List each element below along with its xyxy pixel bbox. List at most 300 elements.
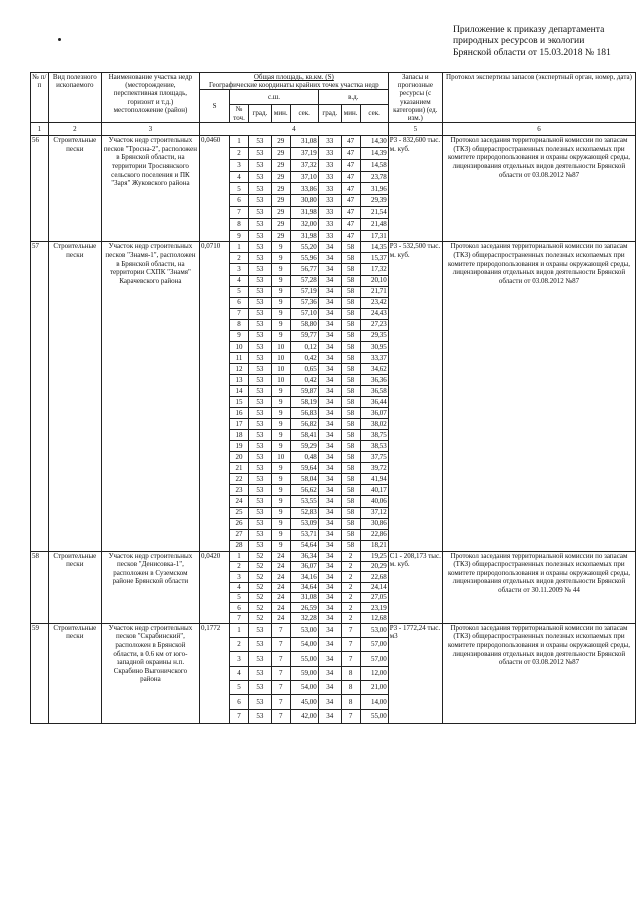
coord-lat-deg: 53: [248, 207, 271, 219]
coord-lat-min: 9: [271, 496, 290, 507]
coord-lon-min: 7: [341, 623, 360, 637]
coord-lon-sec: 55,00: [360, 709, 388, 723]
coord-point-num: 8: [230, 319, 249, 330]
coord-lat-min: 9: [271, 386, 290, 397]
coord-lat-min: 24: [271, 603, 290, 613]
coord-lon-deg: 33: [318, 207, 341, 219]
coord-lon-min: 58: [341, 463, 360, 474]
register-table: [30, 72, 636, 724]
protocol-text: Протокол заседания территориальной комиссии по запасам (ТКЗ) общераспространенных полезных ископаемых при комитете природопользования и охраны окружающей среды, лицензирования отдельных видов деятельности Брянской области от 03.08.2012 №87: [442, 623, 635, 723]
coord-lat-deg: 53: [248, 218, 271, 230]
colnum-3: 3: [101, 123, 199, 136]
coord-lon-sec: 24,14: [360, 582, 388, 592]
coord-lat-min: 29: [271, 136, 290, 148]
coord-point-num: 6: [230, 195, 249, 207]
coord-lat-deg: 53: [248, 397, 271, 408]
coord-lon-min: 58: [341, 474, 360, 485]
coord-lon-sec: 29,39: [360, 195, 388, 207]
coord-lon-sec: 12,00: [360, 666, 388, 680]
coord-point-num: 6: [230, 695, 249, 709]
reserves-value: Р3 - 832,600 тыс. м. куб.: [388, 136, 442, 242]
coord-lat-deg: 53: [248, 330, 271, 341]
coord-lat-deg: 53: [248, 496, 271, 507]
coord-lat-sec: 53,71: [290, 529, 318, 540]
coord-lat-min: 7: [271, 666, 290, 680]
coord-point-num: 25: [230, 507, 249, 518]
coord-lat-deg: 53: [248, 623, 271, 637]
coord-lat-sec: 59,64: [290, 463, 318, 474]
col-header-lon-deg: град.: [318, 105, 341, 123]
coord-lon-deg: 34: [318, 430, 341, 441]
coord-lat-min: 10: [271, 374, 290, 385]
coord-lat-min: 7: [271, 680, 290, 694]
coord-point-num: 1: [230, 623, 249, 637]
coord-lon-deg: 34: [318, 485, 341, 496]
coord-lat-deg: 52: [248, 551, 271, 561]
record-number: 57: [31, 242, 49, 551]
coord-lat-sec: 31,98: [290, 230, 318, 242]
coord-lon-min: 2: [341, 551, 360, 561]
coord-lon-sec: 21,00: [360, 680, 388, 694]
coord-lat-sec: 53,09: [290, 518, 318, 529]
coord-lat-min: 9: [271, 397, 290, 408]
site-name: Участок недр строительных песков "Скрабинский", расположен в Брянской области, в 0.6 км от юго-западной окраины н.п. Скрабино Выгоничского района: [101, 623, 199, 723]
coord-lon-sec: 19,25: [360, 551, 388, 561]
reserves-value: Р3 - 532,500 тыс. м. куб.: [388, 242, 442, 551]
coord-lon-min: 58: [341, 275, 360, 286]
coord-point-num: 2: [230, 562, 249, 572]
coord-lat-sec: 31,08: [290, 592, 318, 602]
coord-lat-min: 24: [271, 592, 290, 602]
coord-lon-min: 47: [341, 207, 360, 219]
coord-lon-min: 2: [341, 582, 360, 592]
protocol-text: Протокол заседания территориальной комиссии по запасам (ТКЗ) общераспространенных полезных ископаемых при комитете природопользования и охраны окружающей среды, лицензирования отдельных видов деятельности Брянской области от 30.11.2009 № 44: [442, 551, 635, 623]
coord-point-num: 3: [230, 264, 249, 275]
col-header-lon: в.д.: [318, 90, 388, 105]
coord-lon-sec: 15,37: [360, 253, 388, 264]
coord-lon-sec: 24,43: [360, 308, 388, 319]
coord-lat-deg: 53: [248, 430, 271, 441]
protocol-text: Протокол заседания территориальной комиссии по запасам (ТКЗ) общераспространенных полезных ископаемых при комитете природопользования и охраны окружающей среды, лицензирования отдельных видов деятельности Брянской области от 03.08.2012 №87: [442, 136, 635, 242]
coord-lon-deg: 34: [318, 408, 341, 419]
coord-lon-min: 58: [341, 441, 360, 452]
coord-lat-min: 29: [271, 171, 290, 183]
coord-lat-sec: 56,82: [290, 419, 318, 430]
coord-lon-sec: 14,39: [360, 148, 388, 160]
coord-point-num: 21: [230, 463, 249, 474]
coord-lat-min: 29: [271, 159, 290, 171]
coord-lon-min: 47: [341, 171, 360, 183]
coord-lon-deg: 33: [318, 171, 341, 183]
coord-point-num: 16: [230, 408, 249, 419]
coord-lat-deg: 53: [248, 148, 271, 160]
coord-lat-sec: 56,77: [290, 264, 318, 275]
coord-lon-deg: 34: [318, 695, 341, 709]
coord-lon-sec: 22,68: [360, 572, 388, 582]
coord-lon-sec: 17,31: [360, 230, 388, 242]
coord-point-num: 12: [230, 363, 249, 374]
coord-lon-min: 47: [341, 183, 360, 195]
coord-lon-sec: 57,00: [360, 638, 388, 652]
coord-point-num: 2: [230, 148, 249, 160]
coord-lat-sec: 54,00: [290, 638, 318, 652]
coord-lon-min: 58: [341, 363, 360, 374]
coord-point-num: 5: [230, 680, 249, 694]
coord-lat-min: 9: [271, 286, 290, 297]
coord-lon-min: 58: [341, 496, 360, 507]
col-header-lon-min: мин.: [341, 105, 360, 123]
coord-lat-sec: 45,00: [290, 695, 318, 709]
coord-lon-deg: 34: [318, 374, 341, 385]
scan-mark: [58, 38, 61, 41]
table-row: [31, 623, 636, 637]
coord-lat-sec: 53,55: [290, 496, 318, 507]
coord-lat-deg: 52: [248, 582, 271, 592]
coord-lon-min: 2: [341, 613, 360, 623]
coord-lat-sec: 30,80: [290, 195, 318, 207]
coord-lon-sec: 14,58: [360, 159, 388, 171]
coord-point-num: 6: [230, 297, 249, 308]
coord-point-num: 14: [230, 386, 249, 397]
coord-lat-deg: 53: [248, 341, 271, 352]
coord-lon-sec: 23,42: [360, 297, 388, 308]
coord-lat-deg: 53: [248, 195, 271, 207]
col-header-lat-deg: град.: [248, 105, 271, 123]
coord-lon-deg: 34: [318, 680, 341, 694]
coord-lon-min: 58: [341, 430, 360, 441]
coord-lon-min: 8: [341, 695, 360, 709]
coord-lon-deg: 34: [318, 507, 341, 518]
coord-lat-sec: 55,00: [290, 652, 318, 666]
coord-point-num: 3: [230, 159, 249, 171]
coord-lat-deg: 53: [248, 386, 271, 397]
coord-lon-deg: 34: [318, 242, 341, 253]
coord-point-num: 5: [230, 183, 249, 195]
coord-point-num: 17: [230, 419, 249, 430]
coord-lon-deg: 34: [318, 518, 341, 529]
coord-lat-deg: 53: [248, 652, 271, 666]
coord-lat-sec: 58,80: [290, 319, 318, 330]
coord-lat-deg: 53: [248, 297, 271, 308]
coord-lon-sec: 38,02: [360, 419, 388, 430]
coord-lat-sec: 57,19: [290, 286, 318, 297]
coord-lat-sec: 33,86: [290, 183, 318, 195]
column-number-row: [31, 123, 636, 136]
coord-lat-deg: 53: [248, 419, 271, 430]
coord-lat-deg: 53: [248, 507, 271, 518]
coord-lat-min: 24: [271, 562, 290, 572]
coord-lat-min: 29: [271, 148, 290, 160]
coord-lat-deg: 53: [248, 136, 271, 148]
coord-lon-min: 7: [341, 709, 360, 723]
coord-point-num: 20: [230, 452, 249, 463]
coord-lon-min: 58: [341, 264, 360, 275]
table-row: [31, 242, 636, 253]
coord-point-num: 27: [230, 529, 249, 540]
coord-lon-sec: 38,75: [360, 430, 388, 441]
coord-point-num: 5: [230, 592, 249, 602]
coord-lat-deg: 53: [248, 275, 271, 286]
coord-lon-sec: 40,17: [360, 485, 388, 496]
coord-lat-min: 9: [271, 264, 290, 275]
coord-lat-min: 29: [271, 207, 290, 219]
colnum-5: 5: [388, 123, 442, 136]
col-header-lon-sec: сек.: [360, 105, 388, 123]
coord-point-num: 3: [230, 652, 249, 666]
coord-point-num: 10: [230, 341, 249, 352]
coord-point-num: 4: [230, 171, 249, 183]
coord-lon-deg: 33: [318, 230, 341, 242]
coord-lon-min: 58: [341, 286, 360, 297]
coord-lon-min: 58: [341, 386, 360, 397]
coord-lat-deg: 53: [248, 485, 271, 496]
coord-lon-deg: 34: [318, 652, 341, 666]
coord-lat-min: 7: [271, 623, 290, 637]
coord-lon-min: 58: [341, 341, 360, 352]
coord-lon-sec: 34,62: [360, 363, 388, 374]
coord-lat-min: 7: [271, 709, 290, 723]
coord-lat-deg: 53: [248, 159, 271, 171]
coord-lon-min: 47: [341, 159, 360, 171]
coord-lon-sec: 14,35: [360, 242, 388, 253]
coord-lon-min: 58: [341, 507, 360, 518]
coord-lat-deg: 53: [248, 230, 271, 242]
coord-lat-sec: 58,41: [290, 430, 318, 441]
document-header: [453, 24, 638, 58]
coord-lon-min: 58: [341, 529, 360, 540]
coord-lon-sec: 23,19: [360, 603, 388, 613]
coord-lat-sec: 31,98: [290, 207, 318, 219]
coord-lon-sec: 21,54: [360, 207, 388, 219]
coord-lon-deg: 34: [318, 352, 341, 363]
coord-lon-min: 58: [341, 352, 360, 363]
coord-lat-sec: 37,19: [290, 148, 318, 160]
coord-lat-deg: 53: [248, 695, 271, 709]
coord-lon-deg: 34: [318, 275, 341, 286]
coord-lat-sec: 32,28: [290, 613, 318, 623]
coord-lon-sec: 38,53: [360, 441, 388, 452]
coord-point-num: 2: [230, 638, 249, 652]
coord-lon-sec: 29,35: [360, 330, 388, 341]
coord-lat-sec: 55,96: [290, 253, 318, 264]
coord-lon-deg: 34: [318, 666, 341, 680]
col-header-reserves: Запасы и прогнозные ресурсы (с указанием категории) (ед. изм.): [388, 73, 442, 123]
coord-lat-min: 10: [271, 363, 290, 374]
coord-lon-min: 58: [341, 419, 360, 430]
site-name: Участок недр строительных песков "Денисовка-1", расположен в Суземском районе Брянской области: [101, 551, 199, 623]
coord-lon-min: 58: [341, 485, 360, 496]
coord-lon-sec: 31,96: [360, 183, 388, 195]
coord-lon-sec: 36,36: [360, 374, 388, 385]
coord-lon-min: 58: [341, 330, 360, 341]
coord-lat-min: 9: [271, 408, 290, 419]
coord-lon-sec: 33,37: [360, 352, 388, 363]
area-value: 0,1772: [199, 623, 229, 723]
coord-lat-deg: 53: [248, 408, 271, 419]
coord-lat-min: 9: [271, 518, 290, 529]
coord-lon-deg: 34: [318, 308, 341, 319]
coord-lon-sec: 20,29: [360, 562, 388, 572]
coord-lon-deg: 34: [318, 603, 341, 613]
coord-lon-deg: 34: [318, 529, 341, 540]
coord-point-num: 2: [230, 253, 249, 264]
coord-lon-min: 47: [341, 148, 360, 160]
coord-lat-sec: 57,10: [290, 308, 318, 319]
coord-lon-deg: 34: [318, 623, 341, 637]
coord-lon-sec: 21,71: [360, 286, 388, 297]
coord-lat-sec: 26,59: [290, 603, 318, 613]
coord-lat-deg: 53: [248, 474, 271, 485]
header-line-3: Брянской области от 15.03.2018 № 181: [453, 46, 611, 58]
coord-point-num: 4: [230, 582, 249, 592]
coord-lat-deg: 53: [248, 352, 271, 363]
coord-lat-deg: 52: [248, 562, 271, 572]
coord-lat-min: 24: [271, 551, 290, 561]
coord-lon-deg: 34: [318, 286, 341, 297]
coord-lat-deg: 53: [248, 540, 271, 551]
coord-lat-sec: 0,12: [290, 341, 318, 352]
coord-lat-min: 29: [271, 183, 290, 195]
coord-lat-min: 7: [271, 695, 290, 709]
coord-lon-sec: 30,86: [360, 518, 388, 529]
colnum-2: 2: [48, 123, 101, 136]
coord-lat-sec: 59,29: [290, 441, 318, 452]
coord-lon-min: 47: [341, 218, 360, 230]
coord-lon-sec: 23,78: [360, 171, 388, 183]
coord-lat-deg: 53: [248, 452, 271, 463]
coord-lat-sec: 56,83: [290, 408, 318, 419]
coord-lon-min: 7: [341, 638, 360, 652]
coord-lon-min: 8: [341, 666, 360, 680]
coord-lon-deg: 34: [318, 441, 341, 452]
coord-lon-deg: 34: [318, 592, 341, 602]
coord-lat-min: 9: [271, 308, 290, 319]
coord-lon-min: 47: [341, 230, 360, 242]
coord-lat-deg: 53: [248, 374, 271, 385]
coord-lon-deg: 34: [318, 551, 341, 561]
coord-lat-sec: 0,42: [290, 352, 318, 363]
coord-lat-min: 29: [271, 218, 290, 230]
mineral-type: Строительные пески: [48, 623, 101, 723]
coord-lat-sec: 55,20: [290, 242, 318, 253]
coord-lat-min: 9: [271, 463, 290, 474]
coord-lat-min: 9: [271, 430, 290, 441]
col-header-type: Вид полезного ископаемого: [48, 73, 101, 123]
coord-lat-min: 7: [271, 652, 290, 666]
coord-lat-deg: 53: [248, 183, 271, 195]
table-row: [31, 551, 636, 561]
col-header-protocol: Протокол экспертизы запасов (экспертный орган, номер, дата): [442, 73, 635, 123]
coord-point-num: 4: [230, 666, 249, 680]
coord-lat-sec: 37,32: [290, 159, 318, 171]
colnum-1: 1: [31, 123, 49, 136]
coord-lon-min: 58: [341, 518, 360, 529]
coord-lat-deg: 53: [248, 171, 271, 183]
area-value: 0,0710: [199, 242, 229, 551]
coord-lon-deg: 34: [318, 463, 341, 474]
coord-lat-deg: 53: [248, 518, 271, 529]
coord-lon-min: 58: [341, 319, 360, 330]
coord-lon-sec: 17,32: [360, 264, 388, 275]
coord-lat-deg: 53: [248, 441, 271, 452]
coord-lat-deg: 53: [248, 666, 271, 680]
coord-lat-min: 9: [271, 441, 290, 452]
area-title: Общая площадь, кв.км. (S): [253, 73, 334, 81]
coord-lat-sec: 0,48: [290, 452, 318, 463]
coord-lat-sec: 37,10: [290, 171, 318, 183]
record-number: 56: [31, 136, 49, 242]
coord-lon-sec: 41,94: [360, 474, 388, 485]
coord-lat-sec: 58,19: [290, 397, 318, 408]
coord-lat-sec: 54,00: [290, 680, 318, 694]
coord-lat-min: 29: [271, 195, 290, 207]
col-header-num: № п/п: [31, 73, 49, 123]
coord-lat-min: 9: [271, 242, 290, 253]
coord-lat-deg: 52: [248, 592, 271, 602]
coord-lon-sec: 20,10: [360, 275, 388, 286]
coord-lat-sec: 59,77: [290, 330, 318, 341]
coord-point-num: 1: [230, 136, 249, 148]
coord-point-num: 28: [230, 540, 249, 551]
reserves-value: С1 - 208,173 тыс. м. куб.: [388, 551, 442, 623]
area-value: 0,0460: [199, 136, 229, 242]
coord-lon-sec: 14,30: [360, 136, 388, 148]
coord-lon-min: 58: [341, 374, 360, 385]
coord-lon-min: 58: [341, 408, 360, 419]
coord-point-num: 4: [230, 275, 249, 286]
coord-lon-sec: 27,05: [360, 592, 388, 602]
coord-lat-min: 9: [271, 319, 290, 330]
coord-lat-deg: 53: [248, 638, 271, 652]
coord-point-num: 9: [230, 330, 249, 341]
coord-lon-min: 58: [341, 397, 360, 408]
coord-lon-deg: 34: [318, 562, 341, 572]
coord-lon-deg: 33: [318, 148, 341, 160]
header-line-2: природных ресурсов и экологии: [453, 35, 585, 47]
coord-lat-min: 29: [271, 230, 290, 242]
coord-lat-sec: 34,16: [290, 572, 318, 582]
coord-lon-deg: 33: [318, 218, 341, 230]
coord-lon-deg: 34: [318, 419, 341, 430]
coord-lon-deg: 34: [318, 330, 341, 341]
coord-lon-min: 58: [341, 540, 360, 551]
coord-point-num: 1: [230, 242, 249, 253]
coord-lon-sec: 36,07: [360, 408, 388, 419]
coord-lon-min: 58: [341, 253, 360, 264]
header-line-1: Приложение к приказу департамента: [453, 24, 605, 35]
coord-lat-min: 10: [271, 352, 290, 363]
col-header-name: Наименование участка недр (месторождение, перспективная площадь, горизонт и т.д.) местоположение (район): [101, 73, 199, 123]
col-header-area: [199, 73, 388, 90]
coord-lon-sec: 37,75: [360, 452, 388, 463]
coord-lat-min: 9: [271, 529, 290, 540]
coord-lat-sec: 58,04: [290, 474, 318, 485]
coord-point-num: 11: [230, 352, 249, 363]
coord-lon-deg: 34: [318, 474, 341, 485]
coord-lon-sec: 53,00: [360, 623, 388, 637]
coord-lon-sec: 27,23: [360, 319, 388, 330]
coord-point-num: 13: [230, 374, 249, 385]
coord-point-num: 1: [230, 551, 249, 561]
coord-lon-sec: 36,44: [360, 397, 388, 408]
coord-point-num: 7: [230, 207, 249, 219]
coord-lat-deg: 53: [248, 286, 271, 297]
reserves-value: Р3 - 1772,24 тыс. м3: [388, 623, 442, 723]
coord-lon-min: 2: [341, 603, 360, 613]
coord-lon-sec: 14,00: [360, 695, 388, 709]
coord-lon-sec: 36,58: [360, 386, 388, 397]
coord-point-num: 7: [230, 308, 249, 319]
